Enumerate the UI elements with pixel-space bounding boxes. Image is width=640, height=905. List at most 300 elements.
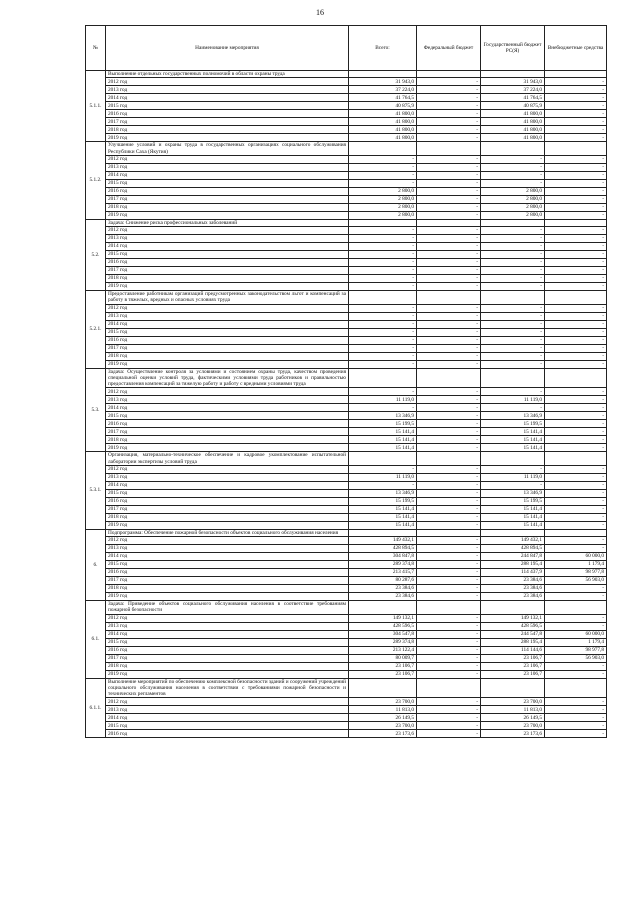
- empty-cell: [545, 601, 607, 615]
- year-row: [86, 545, 607, 553]
- total-cell: 41 800,0: [349, 126, 417, 134]
- total-cell: -: [349, 304, 417, 312]
- offbudget-cell: -: [545, 134, 607, 142]
- total-cell: 23 700,0: [349, 698, 417, 706]
- federal-cell: -: [417, 360, 481, 368]
- state-cell: 428 894,5: [481, 545, 545, 553]
- federal-cell: -: [417, 126, 481, 134]
- state-cell: -: [481, 404, 545, 412]
- year-row: [86, 283, 607, 291]
- total-cell: 149 132,1: [349, 614, 417, 622]
- state-cell: -: [481, 259, 545, 267]
- year-label: 2012 год: [106, 698, 349, 706]
- offbudget-cell: -: [545, 388, 607, 396]
- section-number: 5.3.: [86, 368, 106, 452]
- empty-cell: [545, 291, 607, 305]
- state-cell: 149 432,1: [481, 537, 545, 545]
- total-cell: 15 141,4: [349, 521, 417, 529]
- year-row: [86, 420, 607, 428]
- federal-cell: -: [417, 465, 481, 473]
- federal-cell: -: [417, 481, 481, 489]
- offbudget-cell: -: [545, 163, 607, 171]
- empty-cell: [417, 291, 481, 305]
- total-cell: -: [349, 267, 417, 275]
- year-row: [86, 537, 607, 545]
- total-cell: -: [349, 465, 417, 473]
- total-cell: 289 374,8: [349, 561, 417, 569]
- year-label: 2015 год: [106, 179, 349, 187]
- state-cell: 23 106,7: [481, 662, 545, 670]
- section-title-row: [86, 601, 607, 615]
- federal-cell: -: [417, 267, 481, 275]
- total-cell: 2 800,0: [349, 195, 417, 203]
- empty-cell: [417, 452, 481, 466]
- federal-cell: -: [417, 670, 481, 678]
- state-cell: 13 346,9: [481, 489, 545, 497]
- offbudget-cell: 98 977,8: [545, 569, 607, 577]
- year-row: [86, 396, 607, 404]
- total-cell: -: [349, 251, 417, 259]
- offbudget-cell: -: [545, 428, 607, 436]
- total-cell: 23 700,0: [349, 722, 417, 730]
- offbudget-cell: 60 000,0: [545, 553, 607, 561]
- section-title-row: [86, 71, 607, 78]
- year-label: 2018 год: [106, 662, 349, 670]
- federal-cell: -: [417, 698, 481, 706]
- offbudget-cell: -: [545, 344, 607, 352]
- state-cell: -: [481, 344, 545, 352]
- federal-cell: -: [417, 505, 481, 513]
- federal-cell: -: [417, 513, 481, 521]
- year-label: 2017 год: [106, 195, 349, 203]
- offbudget-cell: -: [545, 714, 607, 722]
- state-cell: 15 199,5: [481, 497, 545, 505]
- year-label: 2012 год: [106, 304, 349, 312]
- total-cell: 13 346,9: [349, 412, 417, 420]
- federal-cell: -: [417, 187, 481, 195]
- state-cell: -: [481, 171, 545, 179]
- year-label: 2019 год: [106, 360, 349, 368]
- offbudget-cell: -: [545, 513, 607, 521]
- empty-cell: [545, 71, 607, 78]
- year-label: 2015 год: [106, 489, 349, 497]
- federal-cell: -: [417, 593, 481, 601]
- total-cell: 23 384,6: [349, 585, 417, 593]
- year-label: 2017 год: [106, 577, 349, 585]
- state-cell: -: [481, 312, 545, 320]
- federal-cell: -: [417, 102, 481, 110]
- year-label: 2014 год: [106, 243, 349, 251]
- year-row: [86, 662, 607, 670]
- total-cell: 428 596,5: [349, 622, 417, 630]
- state-cell: -: [481, 320, 545, 328]
- offbudget-cell: -: [545, 698, 607, 706]
- federal-cell: -: [417, 489, 481, 497]
- offbudget-cell: -: [545, 275, 607, 283]
- year-label: 2017 год: [106, 118, 349, 126]
- empty-cell: [417, 601, 481, 615]
- year-row: [86, 163, 607, 171]
- year-row: [86, 243, 607, 251]
- year-row: [86, 622, 607, 630]
- total-cell: 15 199,5: [349, 420, 417, 428]
- federal-cell: -: [417, 211, 481, 219]
- offbudget-cell: -: [545, 179, 607, 187]
- state-cell: -: [481, 283, 545, 291]
- year-label: 2015 год: [106, 102, 349, 110]
- year-row: [86, 436, 607, 444]
- empty-cell: [349, 219, 417, 226]
- year-label: 2018 год: [106, 436, 349, 444]
- federal-cell: -: [417, 662, 481, 670]
- total-cell: 15 141,4: [349, 444, 417, 452]
- section-number: 6.: [86, 529, 106, 600]
- state-cell: -: [481, 155, 545, 163]
- federal-cell: -: [417, 630, 481, 638]
- offbudget-cell: -: [545, 328, 607, 336]
- state-cell: -: [481, 465, 545, 473]
- table-body: [86, 71, 607, 738]
- section-number: 5.2.: [86, 219, 106, 290]
- state-cell: 15 141,4: [481, 513, 545, 521]
- federal-cell: -: [417, 420, 481, 428]
- offbudget-cell: -: [545, 187, 607, 195]
- year-label: 2014 год: [106, 630, 349, 638]
- offbudget-cell: -: [545, 110, 607, 118]
- year-label: 2019 год: [106, 211, 349, 219]
- year-row: [86, 489, 607, 497]
- state-cell: -: [481, 275, 545, 283]
- state-cell: 244 847,8: [481, 553, 545, 561]
- year-row: [86, 698, 607, 706]
- federal-cell: -: [417, 78, 481, 86]
- empty-cell: [481, 452, 545, 466]
- year-row: [86, 481, 607, 489]
- total-cell: 41 800,0: [349, 118, 417, 126]
- year-row: [86, 304, 607, 312]
- total-cell: 289 374,8: [349, 638, 417, 646]
- year-row: [86, 235, 607, 243]
- year-label: 2012 год: [106, 537, 349, 545]
- federal-cell: -: [417, 251, 481, 259]
- total-cell: 13 346,9: [349, 489, 417, 497]
- state-cell: 244 547,8: [481, 630, 545, 638]
- total-cell: 23 106,7: [349, 670, 417, 678]
- empty-cell: [545, 142, 607, 156]
- year-label: 2017 год: [106, 344, 349, 352]
- federal-cell: -: [417, 195, 481, 203]
- year-label: 2012 год: [106, 614, 349, 622]
- state-cell: 23 700,0: [481, 698, 545, 706]
- empty-cell: [349, 368, 417, 388]
- federal-cell: -: [417, 473, 481, 481]
- offbudget-cell: -: [545, 235, 607, 243]
- page-number: 16: [316, 8, 324, 17]
- empty-cell: [349, 291, 417, 305]
- year-label: 2014 год: [106, 481, 349, 489]
- year-row: [86, 722, 607, 730]
- federal-cell: -: [417, 622, 481, 630]
- year-row: [86, 171, 607, 179]
- year-label: 2013 год: [106, 706, 349, 714]
- year-row: [86, 118, 607, 126]
- year-label: 2013 год: [106, 396, 349, 404]
- state-cell: -: [481, 481, 545, 489]
- state-cell: 15 141,4: [481, 521, 545, 529]
- total-cell: -: [349, 235, 417, 243]
- empty-cell: [545, 368, 607, 388]
- total-cell: 23 106,7: [349, 662, 417, 670]
- state-cell: 114 144,6: [481, 646, 545, 654]
- year-row: [86, 179, 607, 187]
- total-cell: -: [349, 404, 417, 412]
- federal-cell: -: [417, 714, 481, 722]
- empty-cell: [481, 601, 545, 615]
- year-label: 2017 год: [106, 267, 349, 275]
- total-cell: -: [349, 360, 417, 368]
- federal-cell: -: [417, 110, 481, 118]
- total-cell: 213 122,4: [349, 646, 417, 654]
- state-cell: 40 875,9: [481, 102, 545, 110]
- federal-cell: -: [417, 179, 481, 187]
- offbudget-cell: -: [545, 404, 607, 412]
- offbudget-cell: -: [545, 251, 607, 259]
- total-cell: -: [349, 275, 417, 283]
- section-title-row: [86, 142, 607, 156]
- year-row: [86, 585, 607, 593]
- year-row: [86, 320, 607, 328]
- empty-cell: [349, 529, 417, 536]
- state-cell: 149 132,1: [481, 614, 545, 622]
- offbudget-cell: -: [545, 243, 607, 251]
- empty-cell: [481, 142, 545, 156]
- state-cell: 26 149,5: [481, 714, 545, 722]
- federal-cell: -: [417, 312, 481, 320]
- state-cell: 15 141,4: [481, 505, 545, 513]
- offbudget-cell: -: [545, 195, 607, 203]
- year-label: 2019 год: [106, 670, 349, 678]
- year-label: 2018 год: [106, 275, 349, 283]
- state-cell: 288 195,4: [481, 561, 545, 569]
- year-label: 2016 год: [106, 187, 349, 195]
- total-cell: -: [349, 243, 417, 251]
- section-title: Выполнение отдельных государственных полномочий в области охраны труда: [106, 71, 349, 78]
- total-cell: 11 813,0: [349, 706, 417, 714]
- offbudget-cell: -: [545, 352, 607, 360]
- year-row: [86, 497, 607, 505]
- section-title-row: [86, 678, 607, 698]
- header-total: Всего:: [349, 26, 417, 71]
- total-cell: 23 173,6: [349, 730, 417, 738]
- total-cell: 2 800,0: [349, 203, 417, 211]
- year-row: [86, 344, 607, 352]
- section-title: Выполнение мероприятий по обеспечению комплексной безопасности зданий и сооружений учреждений социального обслуживания населения в соответствии с требованиями пожарной безопасности и технических регламентов: [106, 678, 349, 698]
- year-row: [86, 388, 607, 396]
- total-cell: 149 432,1: [349, 537, 417, 545]
- year-label: 2014 год: [106, 171, 349, 179]
- empty-cell: [349, 142, 417, 156]
- section-number: 5.1.1.: [86, 71, 106, 142]
- section-number: 6.1.1.: [86, 678, 106, 738]
- federal-cell: -: [417, 561, 481, 569]
- year-row: [86, 561, 607, 569]
- total-cell: 41 800,0: [349, 134, 417, 142]
- offbudget-cell: -: [545, 537, 607, 545]
- total-cell: -: [349, 388, 417, 396]
- offbudget-cell: -: [545, 171, 607, 179]
- section-title: Задача: Снижение риска профессиональных заболеваний: [106, 219, 349, 226]
- state-cell: 15 199,5: [481, 420, 545, 428]
- federal-cell: -: [417, 134, 481, 142]
- year-label: 2013 год: [106, 312, 349, 320]
- state-cell: -: [481, 227, 545, 235]
- year-row: [86, 630, 607, 638]
- year-label: 2015 год: [106, 328, 349, 336]
- year-row: [86, 78, 607, 86]
- federal-cell: -: [417, 545, 481, 553]
- year-label: 2013 год: [106, 473, 349, 481]
- total-cell: -: [349, 171, 417, 179]
- offbudget-cell: -: [545, 670, 607, 678]
- total-cell: 11 119,0: [349, 396, 417, 404]
- state-cell: 31 943,0: [481, 78, 545, 86]
- year-label: 2016 год: [106, 259, 349, 267]
- total-cell: 304 547,8: [349, 630, 417, 638]
- state-cell: 37 224,0: [481, 86, 545, 94]
- offbudget-cell: -: [545, 412, 607, 420]
- empty-cell: [481, 219, 545, 226]
- section-title-row: [86, 529, 607, 536]
- year-label: 2012 год: [106, 465, 349, 473]
- year-row: [86, 352, 607, 360]
- year-label: 2018 год: [106, 352, 349, 360]
- year-label: 2017 год: [106, 505, 349, 513]
- total-cell: -: [349, 283, 417, 291]
- year-label: 2016 год: [106, 569, 349, 577]
- year-row: [86, 203, 607, 211]
- offbudget-cell: -: [545, 102, 607, 110]
- offbudget-cell: 98 977,8: [545, 646, 607, 654]
- year-row: [86, 593, 607, 601]
- total-cell: 2 800,0: [349, 211, 417, 219]
- state-cell: 15 141,4: [481, 444, 545, 452]
- state-cell: -: [481, 360, 545, 368]
- year-label: 2016 год: [106, 110, 349, 118]
- year-label: 2019 год: [106, 283, 349, 291]
- year-row: [86, 336, 607, 344]
- empty-cell: [417, 71, 481, 78]
- offbudget-cell: -: [545, 489, 607, 497]
- empty-cell: [481, 678, 545, 698]
- year-label: 2014 год: [106, 714, 349, 722]
- federal-cell: -: [417, 404, 481, 412]
- year-row: [86, 360, 607, 368]
- total-cell: 80 009,7: [349, 654, 417, 662]
- total-cell: -: [349, 320, 417, 328]
- year-row: [86, 227, 607, 235]
- state-cell: 23 384,6: [481, 585, 545, 593]
- offbudget-cell: -: [545, 396, 607, 404]
- federal-cell: -: [417, 553, 481, 561]
- offbudget-cell: -: [545, 94, 607, 102]
- state-cell: 41 800,0: [481, 110, 545, 118]
- state-cell: 15 141,4: [481, 436, 545, 444]
- total-cell: 428 894,5: [349, 545, 417, 553]
- year-row: [86, 86, 607, 94]
- federal-cell: -: [417, 706, 481, 714]
- budget-table: [85, 25, 607, 738]
- empty-cell: [349, 452, 417, 466]
- year-row: [86, 638, 607, 646]
- offbudget-cell: -: [545, 203, 607, 211]
- total-cell: 15 141,4: [349, 436, 417, 444]
- total-cell: 31 943,0: [349, 78, 417, 86]
- offbudget-cell: -: [545, 78, 607, 86]
- year-label: 2012 год: [106, 78, 349, 86]
- offbudget-cell: -: [545, 444, 607, 452]
- year-label: 2016 год: [106, 420, 349, 428]
- section-number: 5.1.2.: [86, 142, 106, 220]
- empty-cell: [417, 678, 481, 698]
- empty-cell: [417, 529, 481, 536]
- year-label: 2014 год: [106, 94, 349, 102]
- year-label: 2015 год: [106, 412, 349, 420]
- total-cell: 15 141,4: [349, 505, 417, 513]
- section-title-row: [86, 291, 607, 305]
- federal-cell: -: [417, 537, 481, 545]
- year-label: 2015 год: [106, 251, 349, 259]
- state-cell: -: [481, 328, 545, 336]
- section-title: Организация, материально-техническое обеспечение и кадровое укомплектование испытательной лаборатории экспертизы условий труда: [106, 452, 349, 466]
- year-label: 2016 год: [106, 336, 349, 344]
- year-label: 2016 год: [106, 497, 349, 505]
- federal-cell: -: [417, 86, 481, 94]
- state-cell: -: [481, 336, 545, 344]
- federal-cell: -: [417, 646, 481, 654]
- offbudget-cell: -: [545, 481, 607, 489]
- state-cell: 2 800,0: [481, 203, 545, 211]
- year-label: 2015 год: [106, 722, 349, 730]
- year-row: [86, 513, 607, 521]
- year-row: [86, 211, 607, 219]
- empty-cell: [349, 601, 417, 615]
- total-cell: -: [349, 259, 417, 267]
- offbudget-cell: -: [545, 320, 607, 328]
- year-row: [86, 328, 607, 336]
- federal-cell: -: [417, 94, 481, 102]
- state-cell: 15 141,4: [481, 428, 545, 436]
- total-cell: -: [349, 179, 417, 187]
- empty-cell: [349, 71, 417, 78]
- state-cell: -: [481, 163, 545, 171]
- offbudget-cell: -: [545, 585, 607, 593]
- empty-cell: [481, 368, 545, 388]
- state-cell: 2 800,0: [481, 187, 545, 195]
- year-label: 2018 год: [106, 203, 349, 211]
- total-cell: -: [349, 155, 417, 163]
- total-cell: 11 119,0: [349, 473, 417, 481]
- total-cell: 15 141,4: [349, 513, 417, 521]
- state-cell: 428 596,5: [481, 622, 545, 630]
- total-cell: -: [349, 312, 417, 320]
- federal-cell: -: [417, 275, 481, 283]
- offbudget-cell: -: [545, 505, 607, 513]
- year-row: [86, 275, 607, 283]
- total-cell: 23 384,6: [349, 593, 417, 601]
- state-cell: 23 384,6: [481, 577, 545, 585]
- state-cell: 11 119,0: [481, 473, 545, 481]
- offbudget-cell: -: [545, 283, 607, 291]
